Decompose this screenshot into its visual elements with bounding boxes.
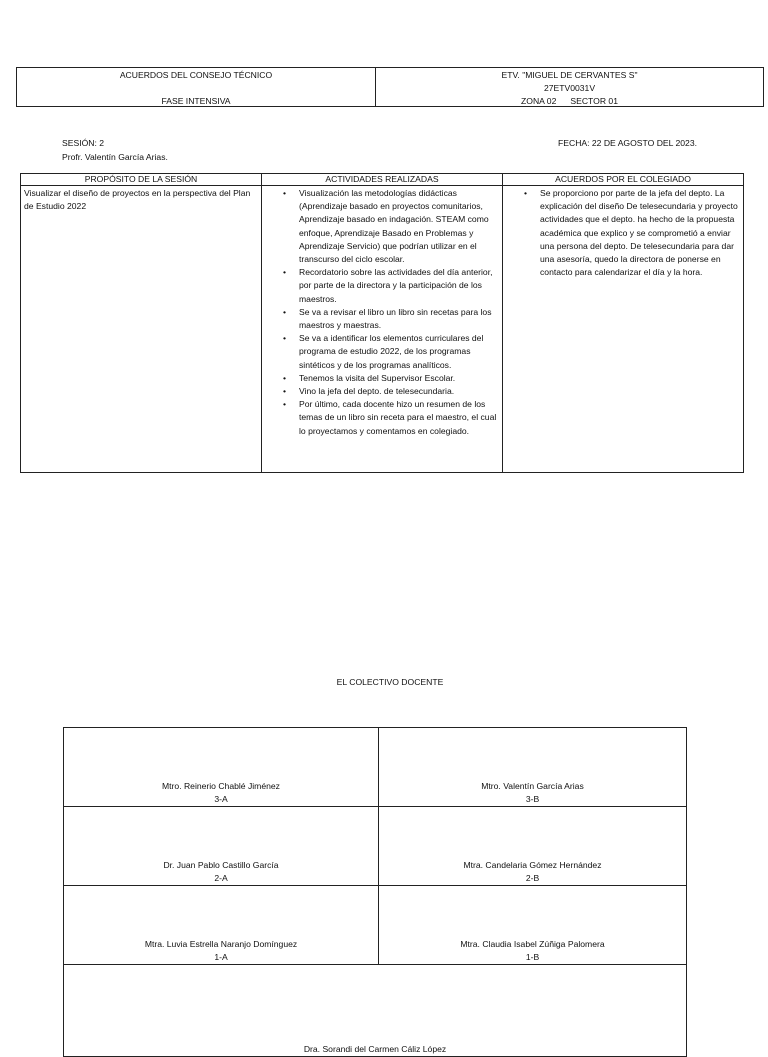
signature-cell	[379, 728, 687, 807]
header-zona-sector	[375, 96, 764, 106]
header-proposito: PROPÓSITO DE LA SESIÓN	[21, 174, 262, 186]
colectivo-title: EL COLECTIVO DOCENTE	[336, 677, 444, 687]
table-header-row	[21, 174, 744, 186]
signature-row	[64, 965, 687, 1057]
proposito-cell: Visualizar el diseño de proyectos en la perspectiva del Plan de Estudio 2022	[21, 186, 262, 473]
signature-cell	[64, 807, 379, 886]
session-number: SESIÓN: 2	[62, 138, 105, 148]
signature-group: 2-A	[214, 872, 228, 883]
list-item: • Por último, cada docente hizo un resumen de los temas de un libro sin receta para el maestro, el cual lo proyectamos y comentamos en colegiado.	[299, 398, 499, 438]
session-teacher: Profr. Valentín García Arias.	[62, 152, 168, 162]
signature-row	[64, 886, 687, 965]
header-box	[16, 67, 764, 107]
signature-row	[64, 728, 687, 807]
header-zona: ZONA 02	[521, 96, 557, 106]
signature-cell-last	[64, 965, 687, 1057]
acuerdos-list	[506, 187, 740, 279]
signature-name: Mtra. Luvia Estrella Naranjo Domínguez	[144, 939, 298, 949]
header-school: ETV. "MIGUEL DE CERVANTES S"	[501, 70, 638, 80]
actividades-cell	[262, 186, 503, 473]
signature-cell	[379, 886, 687, 965]
signature-group: 3-B	[525, 793, 540, 804]
signature-name: Dra. Sorandi del Carmen Cáliz López	[303, 1043, 447, 1054]
table-row	[21, 186, 744, 473]
header-code: 27ETV0031V	[543, 83, 596, 93]
list-item: • Se va a identificar los elementos curriculares del programa de estudio 2022, de los programas sintéticos y de los programas analíticos.	[299, 332, 499, 372]
list-item: • Se proporciono por parte de la jefa del depto. La explicación del diseño De telesecundaria y proyecto actividades que el depto. ha hecho de la propuesta académica que explico y se comprometió a enviar una persona del depto. De telesecundaria para dar una asesoría, quedo la directora de ponerse en contacto para calendarizar el día y la hora.	[540, 187, 740, 279]
signature-cell	[379, 807, 687, 886]
signature-name: Mtra. Candelaria Gómez Hernández	[463, 860, 602, 870]
list-item: • Visualización las metodologías didácticas (Aprendizaje basado en proyectos comunitarios, Aprendizaje basado en indagación. STEAM como enfoque, Aprendizaje Basado en Problemas y Aprendizaje Servicio) que podrían utilizar en el transcurso del ciclo escolar.	[299, 187, 499, 266]
signature-name: Mtra. Claudia Isabel Zúñiga Palomera	[460, 939, 605, 949]
signature-group: 2-B	[525, 872, 540, 883]
agreements-table	[20, 173, 744, 473]
acuerdos-cell	[503, 186, 744, 473]
signature-group: 1-A	[214, 951, 228, 962]
signature-name: Mtro. Valentín García Arias	[481, 781, 584, 791]
header-title: ACUERDOS DEL CONSEJO TÉCNICO	[119, 70, 273, 80]
list-item: • Tenemos la visita del Supervisor Escolar.	[299, 372, 499, 385]
signature-table	[63, 727, 687, 1057]
list-item: • Recordatorio sobre las actividades del día anterior, por parte de la directora y la participación de los maestros.	[299, 266, 499, 306]
list-item: • Vino la jefa del depto. de telesecundaria.	[299, 385, 499, 398]
signature-row	[64, 807, 687, 886]
signature-name: Dr. Juan Pablo Castillo García	[163, 860, 279, 870]
signature-group: 1-B	[525, 951, 540, 962]
signature-group: 3-A	[214, 793, 228, 804]
header-sector: SECTOR 01	[570, 96, 618, 106]
header-acuerdos: ACUERDOS POR EL COLEGIADO	[503, 174, 744, 186]
list-item: • Se va a revisar el libro un libro sin recetas para los maestros y maestras.	[299, 306, 499, 332]
signature-cell	[64, 728, 379, 807]
header-actividades: ACTIVIDADES REALIZADAS	[262, 174, 503, 186]
signature-name: Mtro. Reinerio Chablé Jiménez	[162, 781, 280, 791]
header-phase: FASE INTENSIVA	[161, 96, 231, 106]
session-date: FECHA: 22 DE AGOSTO DEL 2023.	[558, 138, 697, 148]
actividades-list	[265, 187, 499, 438]
signature-cell	[64, 886, 379, 965]
